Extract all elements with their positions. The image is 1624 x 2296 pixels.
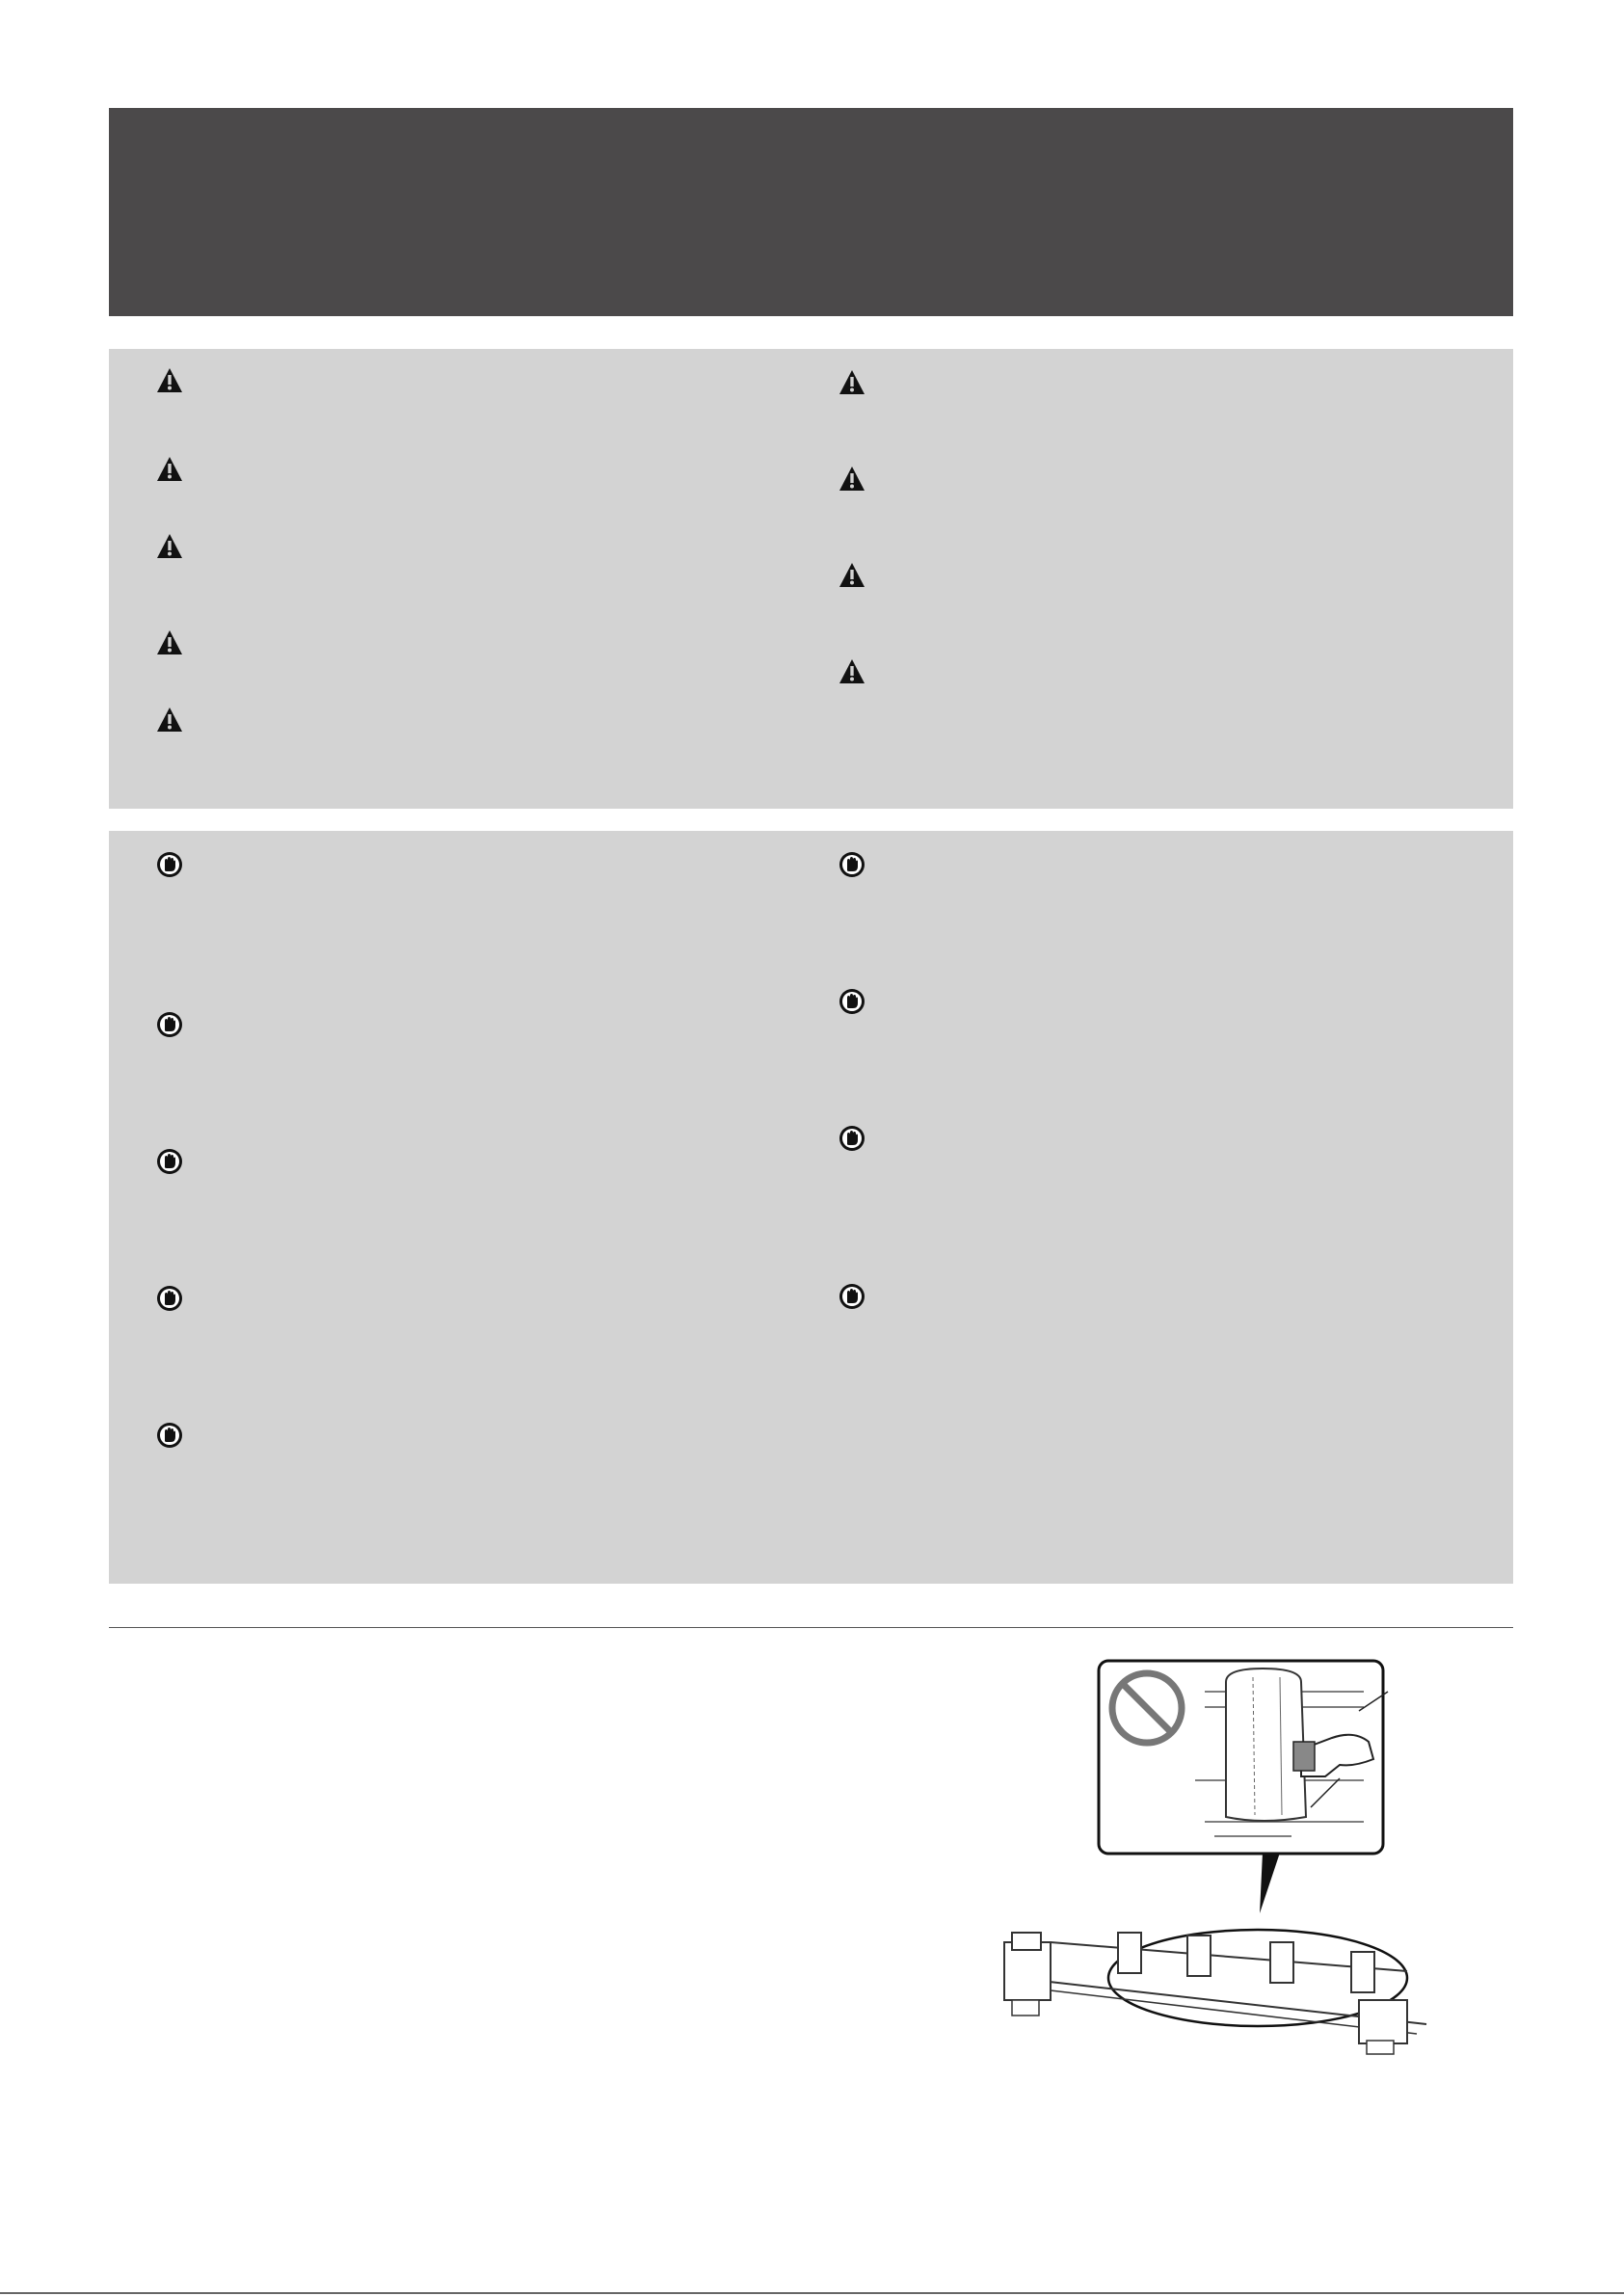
caution-hand-icon <box>155 850 184 879</box>
section-divider <box>109 1627 1513 1628</box>
caution-hand-icon <box>838 850 866 879</box>
caution-hand-icon <box>155 1284 184 1313</box>
warning-triangle-icon <box>838 465 866 494</box>
warning-triangle-icon <box>838 368 866 397</box>
warning-triangle-icon <box>155 706 184 734</box>
caution-panel <box>109 831 1513 1584</box>
stacker-illustration <box>973 1653 1436 2068</box>
warning-triangle-icon <box>838 657 866 686</box>
warning-triangle-icon <box>155 455 184 484</box>
caution-hand-icon <box>838 987 866 1016</box>
caution-hand-icon <box>155 1421 184 1450</box>
caution-hand-icon <box>155 1147 184 1176</box>
warning-triangle-icon <box>155 532 184 561</box>
warning-triangle-icon <box>155 366 184 395</box>
stacker-drawing <box>973 1653 1436 2068</box>
caution-hand-icon <box>838 1124 866 1153</box>
caution-hand-icon <box>155 1010 184 1039</box>
footer-line <box>0 2292 1624 2294</box>
header-bar <box>109 108 1513 316</box>
warning-panel <box>109 349 1513 809</box>
caution-hand-icon <box>838 1282 866 1311</box>
warning-triangle-icon <box>838 561 866 590</box>
warning-triangle-icon <box>155 628 184 657</box>
